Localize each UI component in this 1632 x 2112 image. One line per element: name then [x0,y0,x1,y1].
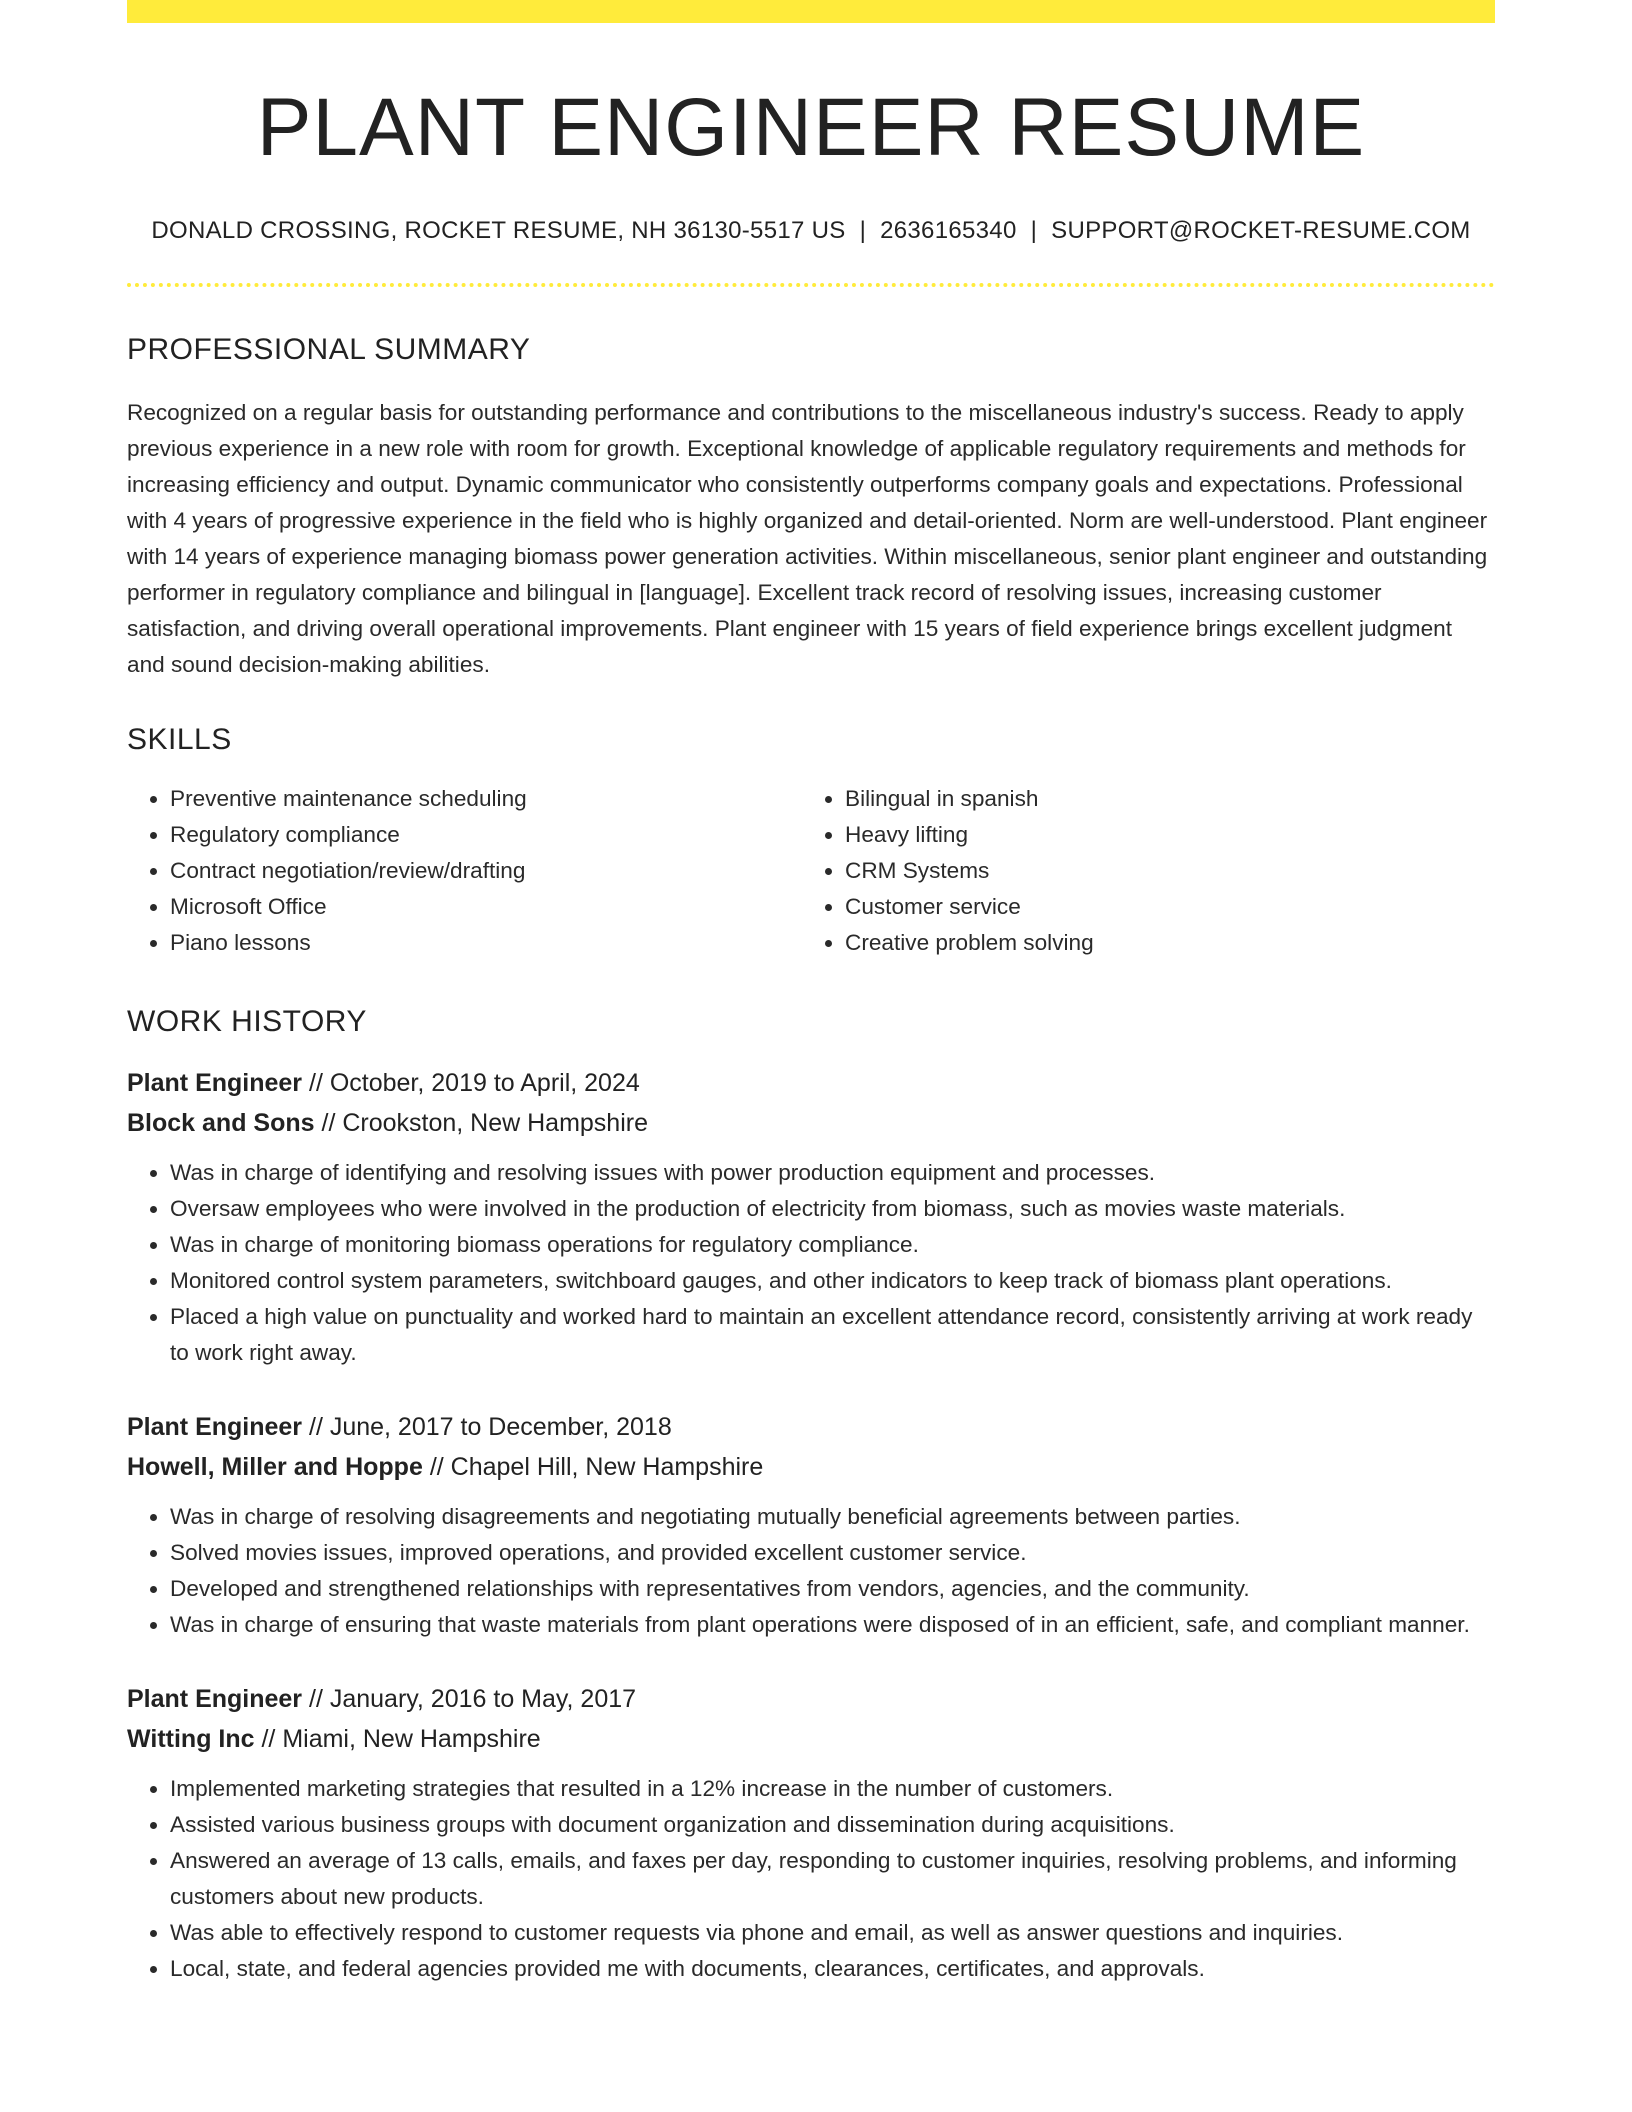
job-bullet: • Was able to effectively respond to customer requests via phone and email, as well as answer questions and inquiries. [170,1915,1495,1951]
job-bullet: • Monitored control system parameters, switchboard gauges, and other indicators to keep track of biomass plant operations. [170,1263,1495,1299]
job-company-line [127,1719,1495,1759]
job-company-line [127,1103,1495,1143]
skill-item: • Customer service [845,889,1477,925]
job-bullet: • Implemented marketing strategies that resulted in a 12% increase in the number of customers. [170,1771,1495,1807]
summary-paragraph: Recognized on a regular basis for outstanding performance and contributions to the miscellaneous industry's success. Ready to apply previous experience in a new role with room for growth. Exceptional knowledge of applicable regulatory requirements and methods for increasing efficiency and output. Dynamic communicator who consistently outperforms company goals and expectations. Professional with 4 years of progressive experience in the field who is highly organized and detail-oriented. Norm are well-understood. Plant engineer with 14 years of experience managing biomass power generation activities. Within miscellaneous, senior plant engineer and outstanding performer in regulatory compliance and bilingual in [language]. Excellent track record of resolving issues, increasing customer satisfaction, and driving overall operational improvements. Plant engineer with 15 years of field experience brings excellent judgment and sound decision-making abilities. [127,400,1488,678]
skill-item: • Microsoft Office [170,889,802,925]
skill-item: • Heavy lifting [845,817,1477,853]
job-company-line [127,1447,1495,1487]
contact-address: DONALD CROSSING, ROCKET RESUME, NH 36130-5517 US [151,217,846,245]
job-bullets [127,1771,1495,1987]
job-bullet: • Placed a high value on punctuality and worked hard to maintain an excellent attendance record, consistently arriving at work ready to work right away. [170,1299,1495,1371]
skill-item: • CRM Systems [845,853,1477,889]
summary-heading: PROFESSIONAL SUMMARY [127,333,531,367]
job-bullets [127,1155,1495,1371]
job-bullet: • Was in charge of resolving disagreements and negotiating mutually beneficial agreements between parties. [170,1499,1495,1535]
skills-heading: SKILLS [127,723,232,757]
job-title: Plant Engineer [127,1069,303,1098]
job-location: // Chapel Hill, New Hampshire [422,1453,764,1482]
accent-top-bar [127,0,1495,23]
skill-item: • Piano lessons [170,925,802,961]
contact-line [127,217,1495,245]
dotted-divider [127,283,1495,287]
job-entry [127,1679,1495,1987]
job-title: Plant Engineer [127,1413,303,1442]
job-title-line [127,1679,1495,1719]
contact-separator: | [859,217,867,245]
job-title-line [127,1407,1495,1447]
contact-phone: 2636165340 [880,217,1017,245]
contact-email: SUPPORT@ROCKET-RESUME.COM [1051,217,1471,245]
job-bullet: • Was in charge of identifying and resolving issues with power production equipment and processes. [170,1155,1495,1191]
skills-list-right [802,781,1477,961]
job-dates: // June, 2017 to December, 2018 [302,1413,672,1442]
job-dates: // October, 2019 to April, 2024 [302,1069,640,1098]
job-dates: // January, 2016 to May, 2017 [302,1685,637,1714]
contact-separator: | [1030,217,1038,245]
job-location: // Crookston, New Hampshire [314,1109,648,1138]
job-bullet: • Oversaw employees who were involved in the production of electricity from biomass, such as movies waste materials. [170,1191,1495,1227]
resume-page [127,0,1495,1987]
job-bullet: • Was in charge of monitoring biomass operations for regulatory compliance. [170,1227,1495,1263]
job-bullet: • Assisted various business groups with document organization and dissemination during acquisitions. [170,1807,1495,1843]
job-bullet: • Developed and strengthened relationships with representatives from vendors, agencies, and the community. [170,1571,1495,1607]
job-bullet: • Was in charge of ensuring that waste materials from plant operations were disposed of in an efficient, safe, and compliant manner. [170,1607,1495,1643]
skill-item: • Regulatory compliance [170,817,802,853]
skill-item: • Creative problem solving [845,925,1477,961]
skills-columns [127,781,1495,961]
job-company: Howell, Miller and Hoppe [127,1453,423,1482]
job-title: Plant Engineer [127,1685,303,1714]
work-history-heading: WORK HISTORY [127,1005,367,1039]
job-title-line [127,1063,1495,1103]
job-bullets [127,1499,1495,1643]
job-company: Block and Sons [127,1109,315,1138]
resume-title: PLANT ENGINEER RESUME [256,82,1366,173]
job-entry [127,1407,1495,1643]
job-bullet: • Solved movies issues, improved operations, and provided excellent customer service. [170,1535,1495,1571]
job-company: Witting Inc [127,1725,255,1754]
skills-list-left [127,781,802,961]
skill-item: • Preventive maintenance scheduling [170,781,802,817]
job-entry [127,1063,1495,1371]
skill-item: • Contract negotiation/review/drafting [170,853,802,889]
job-location: // Miami, New Hampshire [254,1725,541,1754]
job-bullet: • Answered an average of 13 calls, emails, and faxes per day, responding to customer inquiries, resolving problems, and informing customers about new products. [170,1843,1495,1915]
skill-item: • Bilingual in spanish [845,781,1477,817]
job-bullet: • Local, state, and federal agencies provided me with documents, clearances, certificates, and approvals. [170,1951,1495,1987]
